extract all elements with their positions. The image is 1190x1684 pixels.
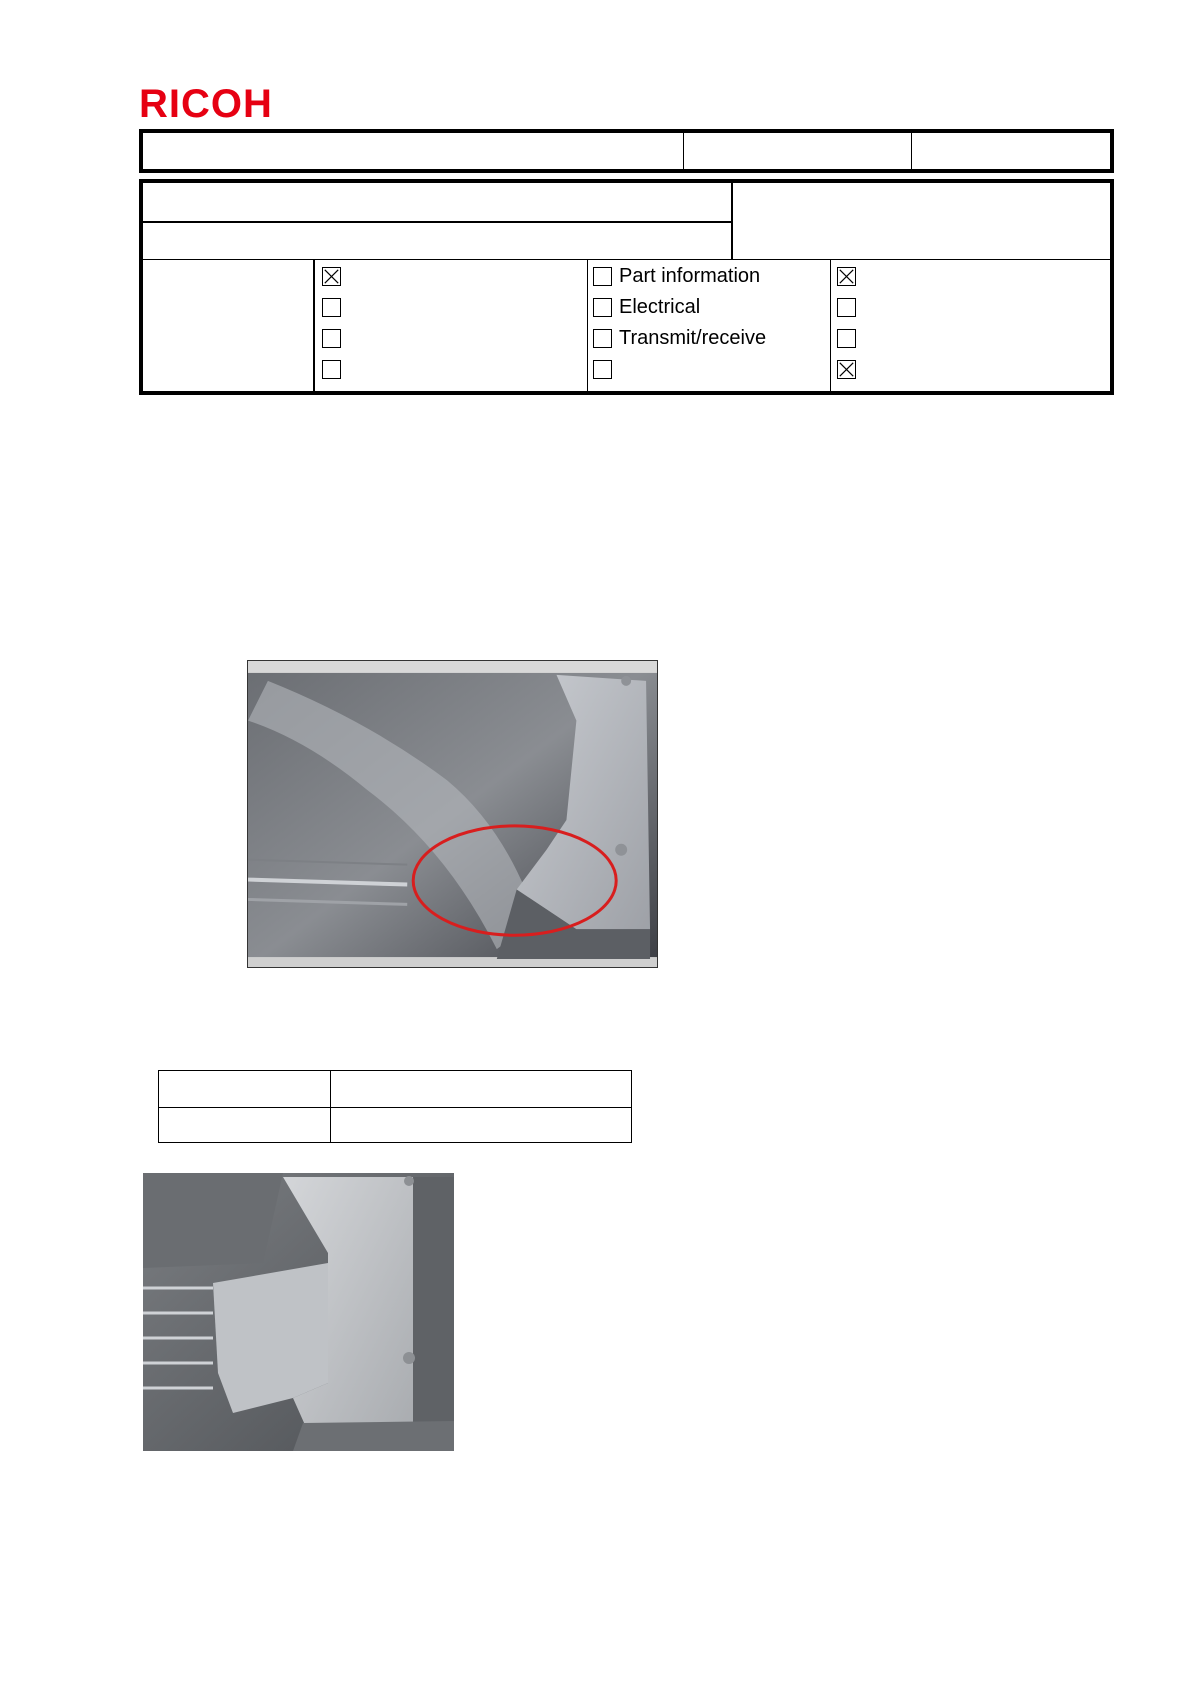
title-row [143,183,733,223]
photo-icon [143,1173,454,1451]
checkbox-col3-3[interactable] [837,329,856,348]
header-cell-number [684,133,912,169]
small-table [158,1070,632,1143]
machine-photo-1 [247,660,658,968]
checkbox-label-col2-2: Electrical [619,296,701,318]
checkbox-col3-1[interactable] [837,267,856,286]
checkbox-col3-2[interactable] [837,298,856,317]
header-cell-date [912,133,1110,169]
checkbox-col1-1[interactable] [322,267,341,286]
checkbox-col1-4[interactable] [322,360,341,379]
checkbox-label-col2-3: Transmit/receive [619,327,767,349]
photo-icon [248,661,657,967]
checkbox-col2-2[interactable] [593,298,612,317]
model-row [143,223,733,259]
header-table [139,129,1114,173]
header-cell-subject [143,133,684,169]
checkbox-col1-3[interactable] [322,329,341,348]
checkbox-col2-4[interactable] [593,360,612,379]
checkbox-col2-3[interactable] [593,329,612,348]
ricoh-logo: RICOH [139,82,273,126]
machine-photo-2 [143,1173,454,1451]
checkbox-col2-1[interactable] [593,267,612,286]
checkbox-col3-4[interactable] [837,360,856,379]
checkbox-label-col2-1: Part information [619,265,761,287]
checkbox-col1-2[interactable] [322,298,341,317]
